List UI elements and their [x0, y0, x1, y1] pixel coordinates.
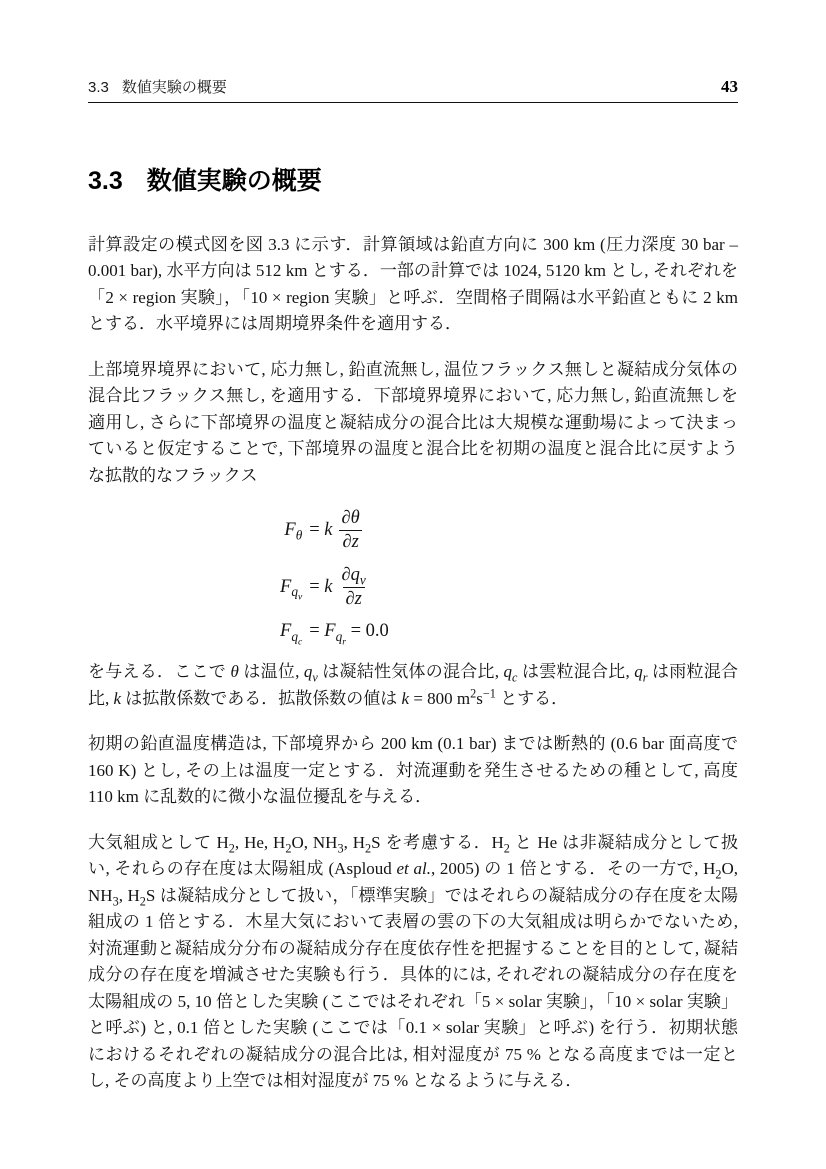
section-title: 数値実験の概要: [146, 167, 322, 195]
page-number: 43: [721, 77, 738, 96]
equation-term: = k: [309, 576, 333, 597]
equation-block: [280, 508, 738, 648]
equation-lhs: $F_{q_v}$: [280, 576, 303, 603]
equation-term: = $F_{q_r} = 0.0$: [309, 621, 389, 648]
paragraph: を与える．ここで θ は温位, $q_v$ は凝結性気体の混合比, $q_c$ は雲粒混合比, $q_r$ は雨粒混合比, k は拡散係数である．拡散係数の値は k = 800 $m^2s^{-1}$ とする．: [88, 662, 738, 708]
paragraph: 初期の鉛直温度構造は, 下部境界から 200 km (0.1 bar) までは断熱的 (0.6 bar 面高度で 160 K) とし, その上は温度一定とする．対流運動を発生させるための種として, 高度 110 km に乱数的に微小な温位擾乱を与える．: [88, 734, 738, 807]
page-header: [88, 76, 738, 103]
fraction: [339, 565, 369, 611]
fraction: [339, 508, 363, 554]
paragraph: 上部境界境界において, 応力無し, 鉛直流無し, 温位フラックス無しと凝結成分気体の混合比フラックス無し, を適用する．下部境界境界において, 応力無し, 鉛直流無しを適用し, さらに下部境界の温度と凝結成分の混合比は大規模な運動場によって決まっていると仮定することで, 下部境界の温度と混合比を初期の温度と混合比に戻すような拡散的なフラックス: [88, 359, 738, 485]
running-head-section-title: 数値実験の概要: [121, 79, 227, 96]
paragraph: 大気組成として $H_2$, He, $H_2O$, $NH_3$, $H_2S$ を考慮する．$H_2$ と He は非凝結成分として扱い, それらの存在度は太陽組成 (Asploud et al., 2005) の 1 倍とする．その一方で, $H_2O$, $NH_3$, $H_2S$ は凝結成分として扱い，「標準実験」ではそれらの凝結成分の存在度を太陽組成の 1 倍とする．木星大気において表層の雲の下の大気組成は明らかでないため, 対流運動と凝結成分分布の凝結成分存在度依存性を把握することを目的として, 凝結成分の存在度を増減させた実験も行う．具体的には, それぞれの凝結成分の存在度を太陽組成の 5, 10 倍とした実験 (ここではそれぞれ「5 × solar 実験」，「10 × solar 実験」と呼ぶ) と, 0.1 倍とした実験 (ここでは「0.1 × solar 実験」と呼ぶ) を行う．初期状態におけるそれぞれの凝結成分の混合比は, 相対湿度が 75 % となる高度までは一定とし, その高度より上空では相対湿度が 75 % となるように与える．: [88, 832, 739, 1091]
equation-rhs: [309, 508, 363, 554]
fraction-numerator: ∂θ: [341, 508, 360, 528]
equation-rhs: [309, 621, 389, 648]
running-head-section-number: 3.3: [88, 79, 109, 96]
body-text: [88, 232, 738, 1095]
equation-term: = k: [309, 520, 333, 541]
fraction-denominator: ∂z: [339, 530, 361, 553]
fraction-numerator: $\partial q_v$: [341, 564, 366, 588]
section-number: 3.3: [88, 167, 123, 195]
equation-lhs: $F_\theta$: [284, 520, 303, 543]
equation-rhs: [309, 565, 369, 611]
page-content: [88, 165, 738, 1114]
equation-lhs: $F_{q_c}$: [280, 621, 303, 648]
running-head: [88, 76, 227, 97]
section-heading: [88, 165, 738, 198]
paragraph: 計算設定の模式図を図 3.3 に示す．計算領域は鉛直方向に 300 km (圧力深度 30 bar – 0.001 bar), 水平方向は 512 km とする．一部の計算では 1024, 5120 km とし, それぞれを「2 × region 実験」，「10 × region 実験」と呼ぶ．空間格子間隔は水平鉛直ともに 2 km とする．水平境界には周期境界条件を適用する．: [88, 234, 738, 333]
fraction-denominator: ∂z: [343, 587, 365, 610]
